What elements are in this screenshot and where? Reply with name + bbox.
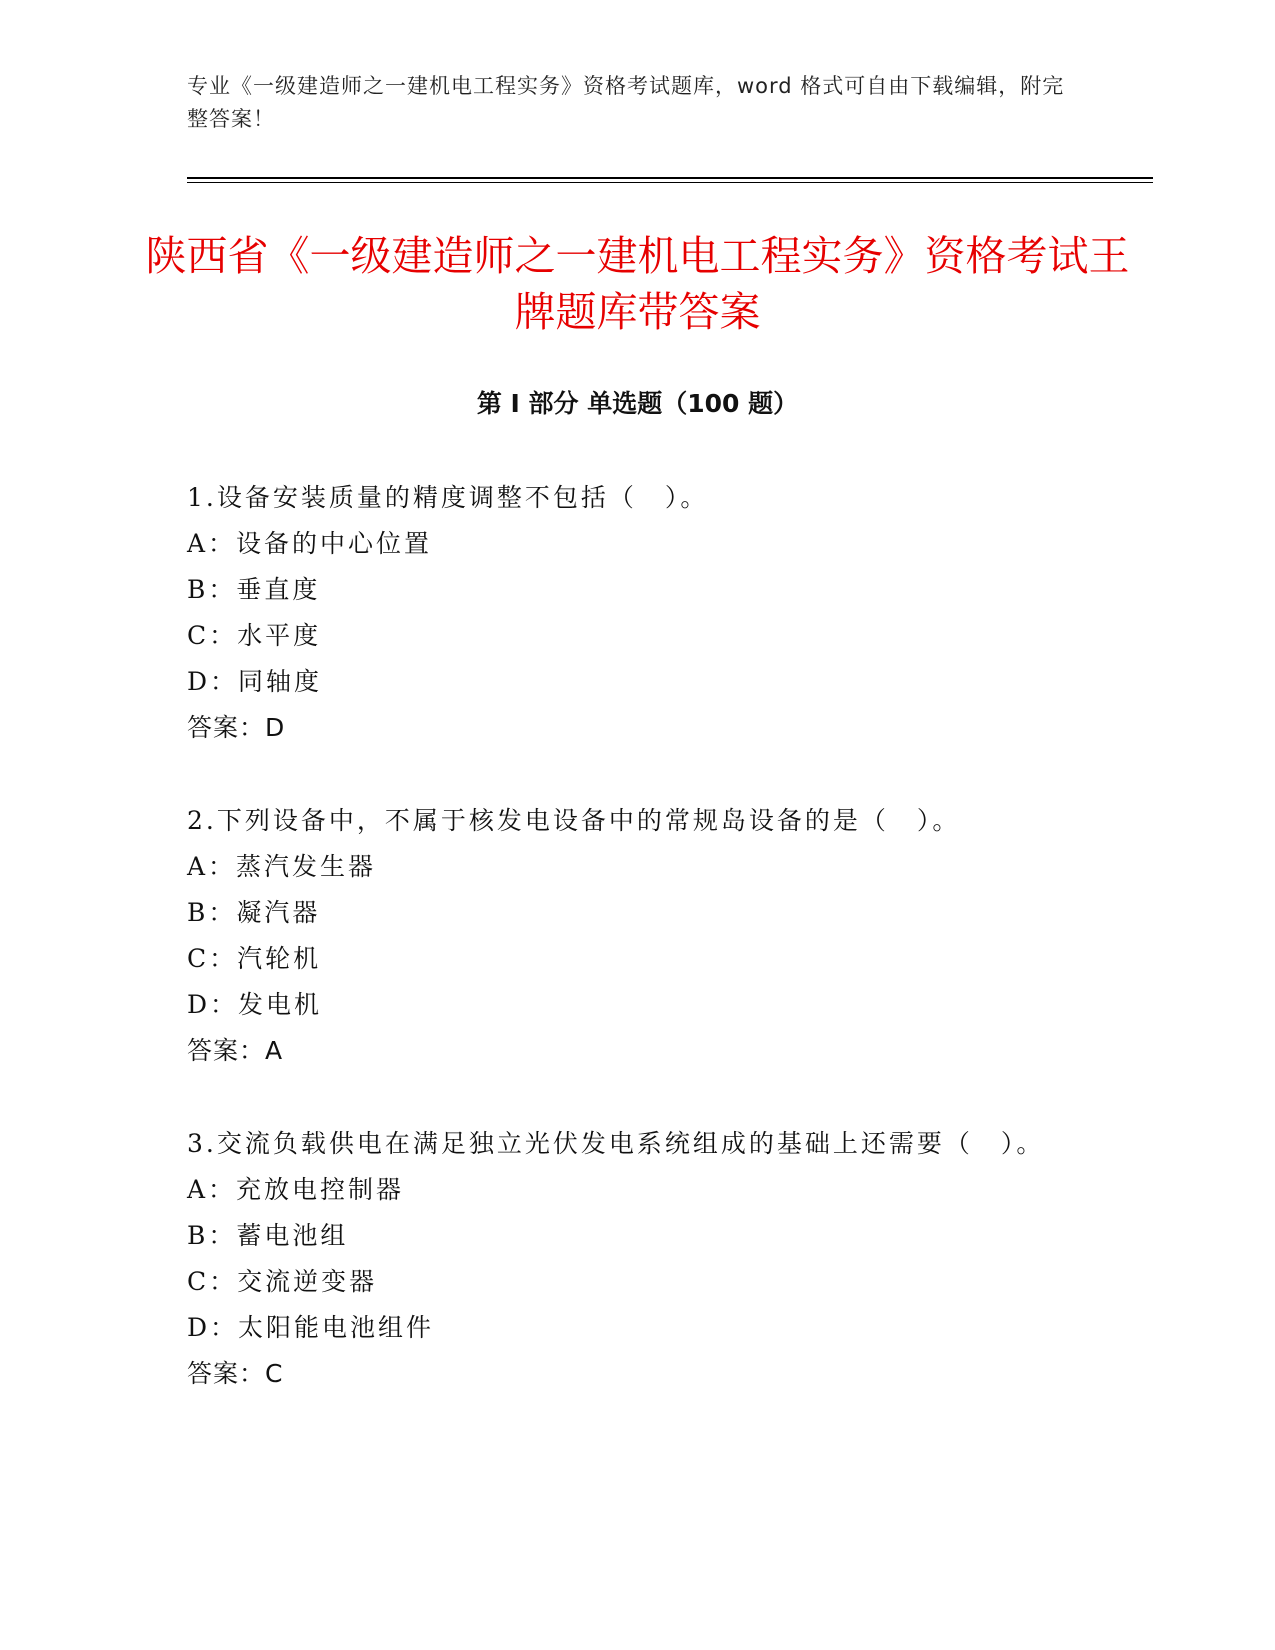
option-d: D：同轴度	[187, 667, 323, 696]
option-b: B：蓄电池组	[187, 1221, 349, 1250]
question-list	[187, 475, 1067, 1444]
question-stem: 2.下列设备中，不属于核发电设备中的常规岛设备的是（ ）。	[187, 806, 961, 835]
header-rule-thick	[187, 177, 1153, 179]
document-title: 陕西省《一级建造师之一建机电工程实务》资格考试王牌题库带答案	[145, 232, 1130, 336]
question-2	[187, 798, 1067, 1074]
answer: 答案：D	[187, 713, 286, 742]
option-d: D：太阳能电池组件	[187, 1313, 435, 1342]
header-rule-thin	[187, 182, 1153, 183]
option-d: D：发电机	[187, 990, 323, 1019]
option-a: A：蒸汽发生器	[187, 852, 377, 881]
question-stem: 3.交流负载供电在满足独立光伏发电系统组成的基础上还需要（ ）。	[187, 1129, 1045, 1158]
option-c: C：汽轮机	[187, 944, 322, 973]
header-note: 专业《一级建造师之一建机电工程实务》资格考试题库，word 格式可自由下载编辑，附完整答案！	[187, 74, 1065, 131]
option-b: B：凝汽器	[187, 898, 321, 927]
question-1	[187, 475, 1067, 751]
answer: 答案：C	[187, 1359, 284, 1388]
option-b: B：垂直度	[187, 575, 321, 604]
question-3	[187, 1121, 1067, 1397]
section-heading: 第 I 部分 单选题（100 题）	[476, 389, 799, 418]
option-c: C：水平度	[187, 621, 322, 650]
option-a: A：充放电控制器	[187, 1175, 405, 1204]
answer: 答案：A	[187, 1036, 284, 1065]
question-stem: 1.设备安装质量的精度调整不包括（ ）。	[187, 483, 709, 512]
option-a: A：设备的中心位置	[187, 529, 433, 558]
option-c: C：交流逆变器	[187, 1267, 378, 1296]
